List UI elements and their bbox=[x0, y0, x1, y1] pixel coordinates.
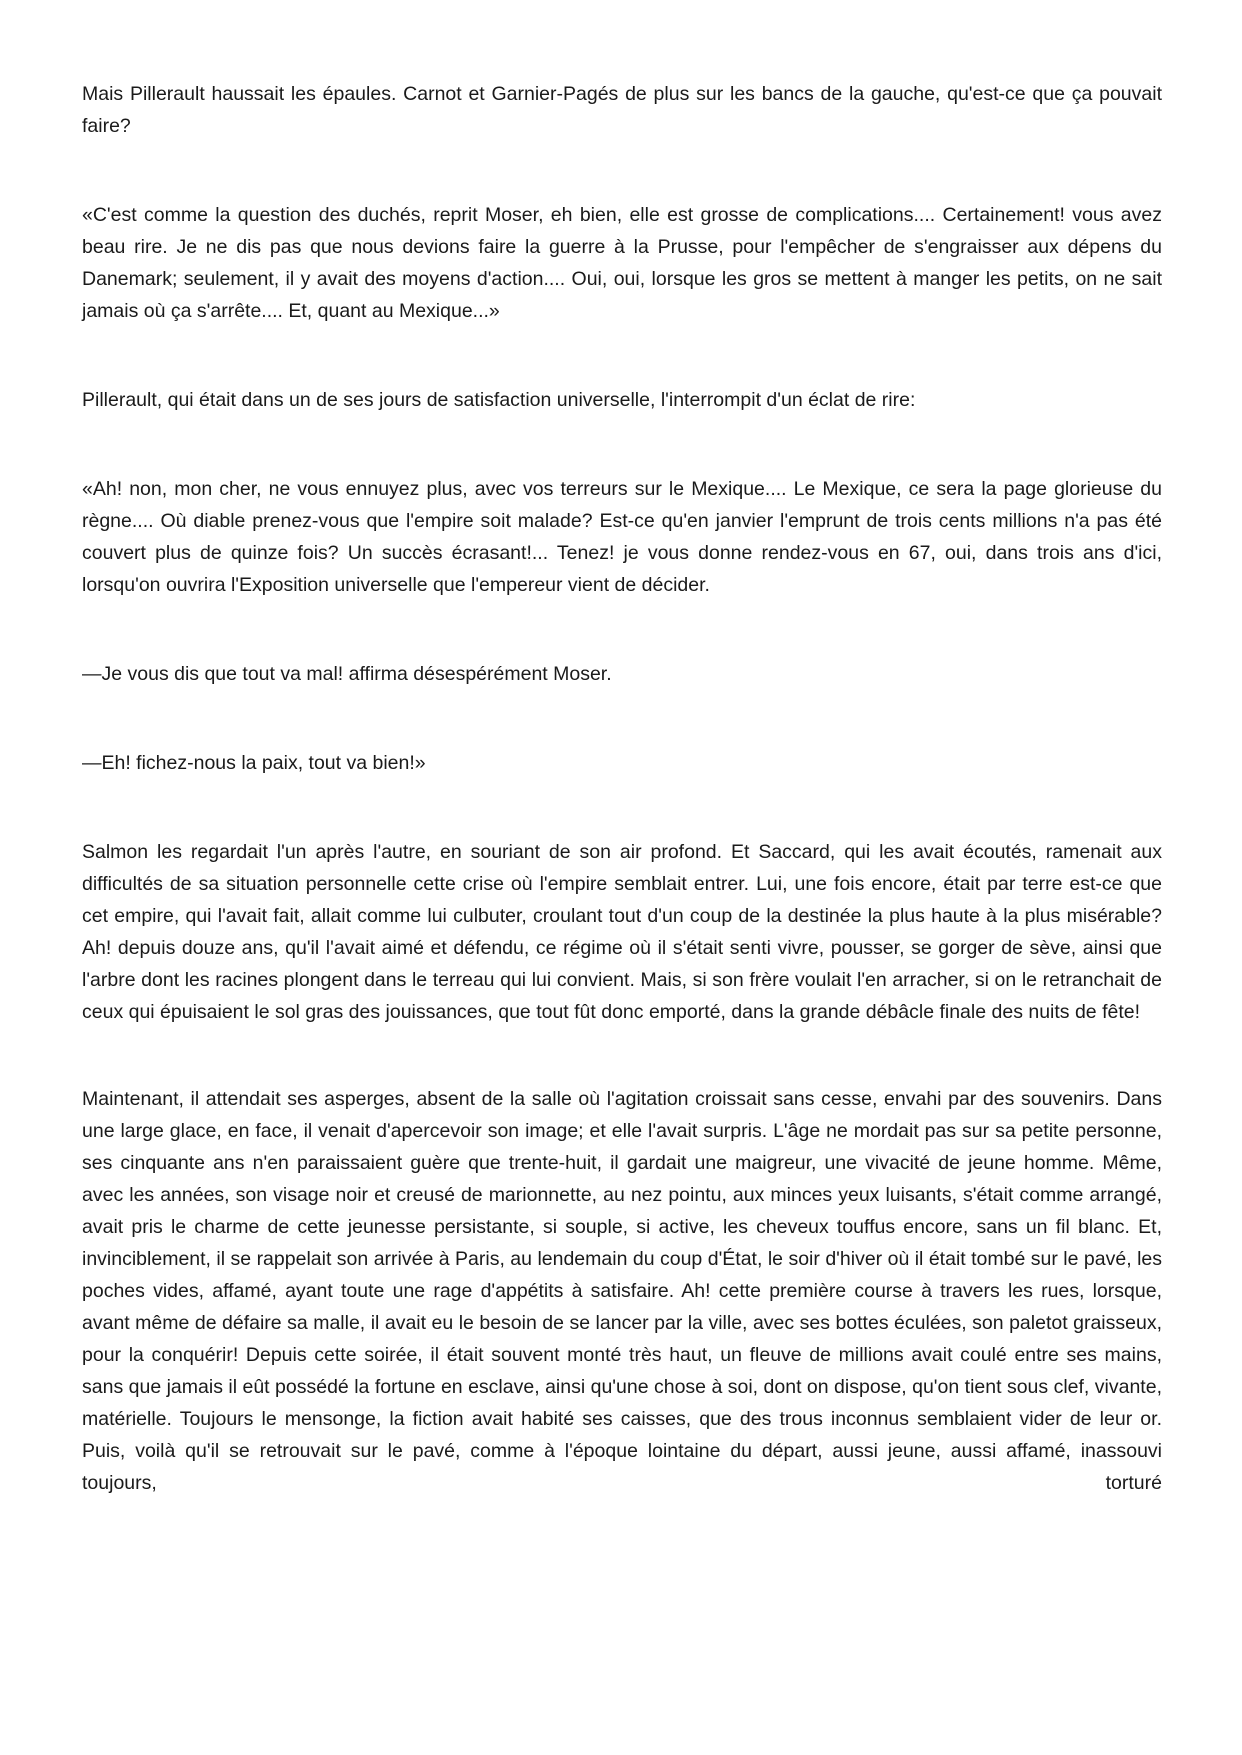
paragraph-moser-duchies: «C'est comme la question des duchés, reprit Moser, eh bien, elle est grosse de complications.... Certainement! vous avez beau rire. Je ne dis pas que nous devions faire la guerre à la Prusse, pour l'empêcher de s'engraisser aux dépens du Danemark; seulement, il y avait des moyens d'action.... Oui, oui, lorsque les gros se mettent à manger les petits, on ne sait jamais où ça s'arrête.... Et, quant au Mexique...» bbox=[82, 204, 1162, 322]
paragraph-saccard-crisis: Salmon les regardait l'un après l'autre, en souriant de son air profond. Et Saccard, qui les avait écoutés, ramenait aux difficultés de sa situation personnelle cette crise où l'empire semblait entrer. Lui, une fois encore, était par terre est-ce que cet empire, qui l'avait fait, allait comme lui culbuter, croulant tout d'un coup de la destinée la plus haute à la plus misérable? Ah! depuis douze ans, qu'il l'avait aimé et défendu, ce régime où il s'était senti vivre, pousser, se gorger de sève, ainsi que l'arbre dont les racines plongent dans le terreau qui lui convient. Mais, si son frère voulait l'en arracher, si on le retranchait de ceux qui épuisaient le sol gras des jouissances, que tout fût donc emporté, dans la grande débâcle finale des nuits de fête! bbox=[82, 841, 1162, 1023]
paragraph-pillerault-mexico: «Ah! non, mon cher, ne vous ennuyez plus, avec vos terreurs sur le Mexique.... Le Mexique, ce sera la page glorieuse du règne.... Où diable prenez-vous que l'empire soit malade? Est-ce qu'en janvier l'emprunt de trois cents millions n'a pas été couvert plus de quinze fois? Un succès écrasant!... Tenez! je vous donne rendez-vous en 67, oui, dans trois ans d'ici, lorsqu'on ouvrira l'Exposition universelle que l'empereur vient de décider. bbox=[82, 478, 1162, 596]
paragraph-saccard-memories: Maintenant, il attendait ses asperges, absent de la salle où l'agitation croissait sans cesse, envahi par des souvenirs. Dans une large glace, en face, il venait d'apercevoir son image; et elle l'avait surpris. L'âge ne mordait pas sur sa petite personne, ses cinquante ans n'en paraissaient guère que trente-huit, il gardait une maigreur, une vivacité de jeune homme. Même, avec les années, son visage noir et creusé de marionnette, au nez pointu, aux minces yeux luisants, s'était comme arrangé, avait pris le charme de cette jeunesse persistante, si souple, si active, les cheveux touffus encore, sans un fil blanc. Et, invinciblement, il se rappelait son arrivée à Paris, au lendemain du coup d'État, le soir d'hiver où il était tombé sur le pavé, les poches vides, affamé, ayant toute une rage d'appétits à satisfaire. Ah! cette première course à travers les rues, lorsque, avant même de défaire sa malle, il avait eu le besoin de se lancer par la ville, avec ses bottes éculées, son paletot graisseux, pour la conquérir! Depuis cette soirée, il était souvent monté très haut, un fleuve de millions avait coulé entre ses mains, sans que jamais il eût possédé la fortune en esclave, ainsi qu'une chose à soi, dont on dispose, qu'on tient sous clef, vivante, matérielle. Toujours le mensonge, la fiction avait habité ses caisses, que des trous inconnus semblaient vider de leur or. Puis, voilà qu'il se retrouvait sur le pavé, comme à l'époque lointaine du départ, aussi jeune, aussi affamé, inassouvi toujours, torturé bbox=[82, 1088, 1162, 1494]
paragraph-pillerault-laugh: Pillerault, qui était dans un de ses jours de satisfaction universelle, l'interrompit d'un éclat de rire: bbox=[82, 389, 916, 411]
paragraph-pillerault-shrug: Mais Pillerault haussait les épaules. Carnot et Garnier-Pagés de plus sur les bancs de la gauche, qu'est-ce que ça pouvait faire? bbox=[82, 83, 1162, 137]
document-page bbox=[82, 78, 1162, 1499]
paragraph-all-is-well: —Eh! fichez-nous la paix, tout va bien!» bbox=[82, 752, 426, 774]
paragraph-moser-despair: —Je vous dis que tout va mal! affirma désespérément Moser. bbox=[82, 663, 612, 685]
